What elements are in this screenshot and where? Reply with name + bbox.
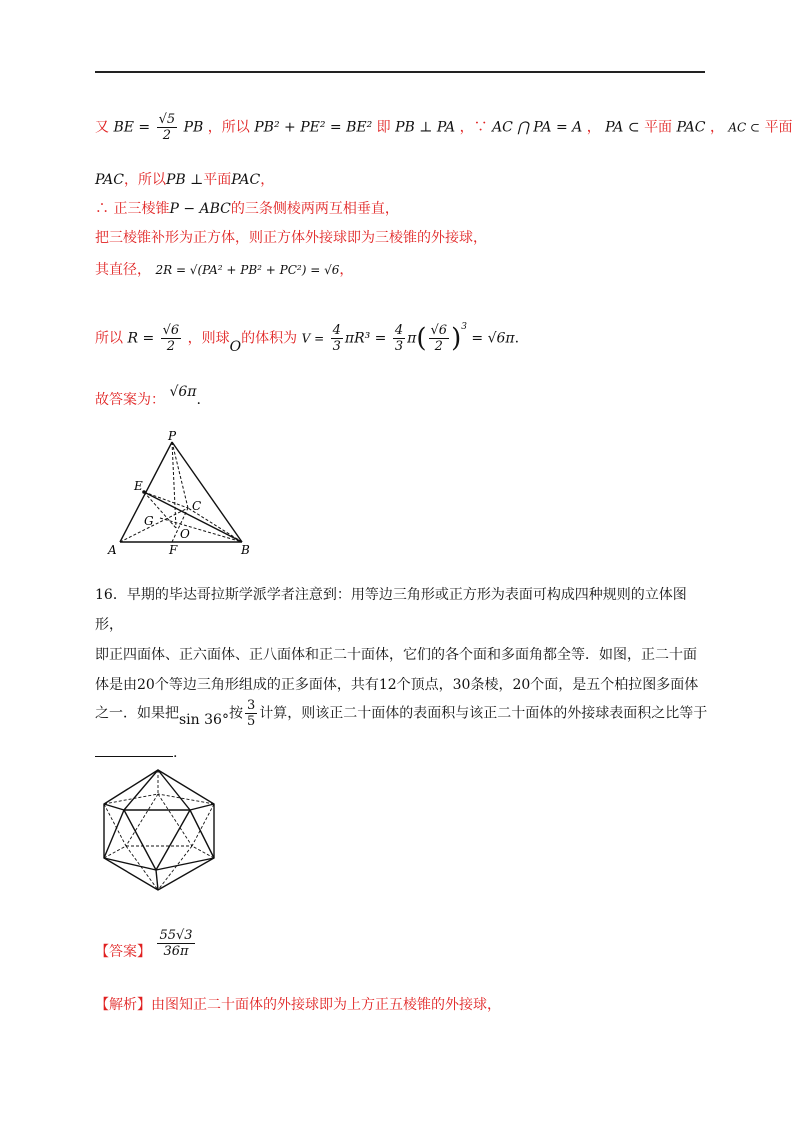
answer-fraction: $\frac{55√3}{36\pi}$ [159, 928, 193, 959]
math-sin36: sin 36° [179, 711, 229, 728]
edge-bc [188, 508, 242, 542]
math-eq: = [138, 119, 151, 136]
analysis-tag: 【解析】 [95, 997, 151, 1013]
q16-line-3: 体是由20个等边三角形组成的正多面体，共有12个顶点，30条棱，20个面，是五个柏拉图多面体 [95, 677, 699, 693]
math-diameter: 2R = √(PA² + PB² + PC²) = √6 [155, 263, 340, 277]
tetrahedron-figure [100, 430, 260, 560]
q16-line-2: 即正四面体、正六面体、正八面体和正二十面体，它们的各个面和多面角都全等．如图，正二十面 [95, 647, 697, 663]
label-b: B [241, 543, 250, 557]
math-pb: PB [183, 119, 204, 136]
header-rule [95, 71, 705, 73]
text-because: ，∵ [459, 119, 488, 136]
proof-line-2: PAC，所以PB ⊥平面PAC， [95, 172, 275, 188]
proof-line-6: 所以 R = $\frac{√6}{2}$ ，则球O的体积为 V = $\frac{4}{3}$ πR³ = $\frac{4}{3}$ π( $\frac{√6}{2}$ )$^3$ = √6π. [95, 321, 520, 355]
analysis-text: 由图知正二十面体的外接球即为上方正五棱锥的外接球， [151, 997, 501, 1013]
q16-line-1: 16．早期的毕达哥拉斯学派学者注意到：用等边三角形或正方形为表面可构成四种规则的立体图形， [95, 587, 687, 633]
text-you: 又 [95, 119, 109, 136]
math-be: BE [113, 119, 134, 136]
label-a: A [108, 543, 117, 557]
math-perp: PB ⊥ PA [395, 119, 456, 136]
answer-tag: 【答案】 [95, 943, 151, 960]
answer-blank-line: . [95, 742, 177, 763]
label-g: G [144, 514, 154, 528]
math-subset-2: AC ⊂ [728, 120, 761, 135]
q16-line-4: 之一．如果把sin 36°按 $\frac{3}{5}$ 计算，则该正二十面体的表面积与该正二十面体的外接球表面积之比等于 [95, 698, 708, 729]
proof-line-5: 其直径， 2R = √(PA² + PB² + PC²) = √6， [95, 262, 354, 278]
answer-line [95, 928, 197, 959]
question-16 [95, 580, 710, 700]
edge-ac [120, 508, 188, 542]
proof-line-3: ∴ 正三棱锥P − ABC的三条侧棱两两互相垂直， [95, 201, 399, 217]
label-f: F [169, 543, 178, 557]
label-o: O [180, 527, 190, 541]
answer-blank [95, 742, 173, 757]
fraction-3-5: $\frac{3}{5}$ [246, 698, 256, 729]
label-p: P [168, 430, 177, 443]
outline-hexagon [104, 770, 214, 890]
proof-line-1: 又 BE = $\frac{√5}{2}$ PB ，所以 PB² + PE² = BE² 即 PB ⊥ PA ，∵ AC ⋂ PA = A ， PA ⊂ 平面 PAC ， AC ⊂ 平面 [95, 112, 793, 143]
icosahedron-figure [98, 766, 222, 894]
text-ji: 即 [376, 119, 391, 136]
text-so: ，所以 [207, 119, 250, 136]
proof-line-4: 把三棱锥补形为正方体，则正方体外接球即为三棱锥的外接球， [95, 230, 487, 246]
label-e: E [134, 479, 143, 493]
proof-line-7: 故答案为： √6π. [95, 384, 201, 408]
label-c: C [192, 499, 202, 513]
fraction-sqrt5-over-2: $\frac{√5}{2}$ [158, 112, 176, 143]
math-subset-1: PA ⊂ [605, 119, 640, 136]
math-pythag: PB² + PE² = BE² [254, 119, 373, 136]
math-intersection: AC ⋂ PA = A [492, 119, 583, 136]
analysis-line [95, 995, 501, 1015]
